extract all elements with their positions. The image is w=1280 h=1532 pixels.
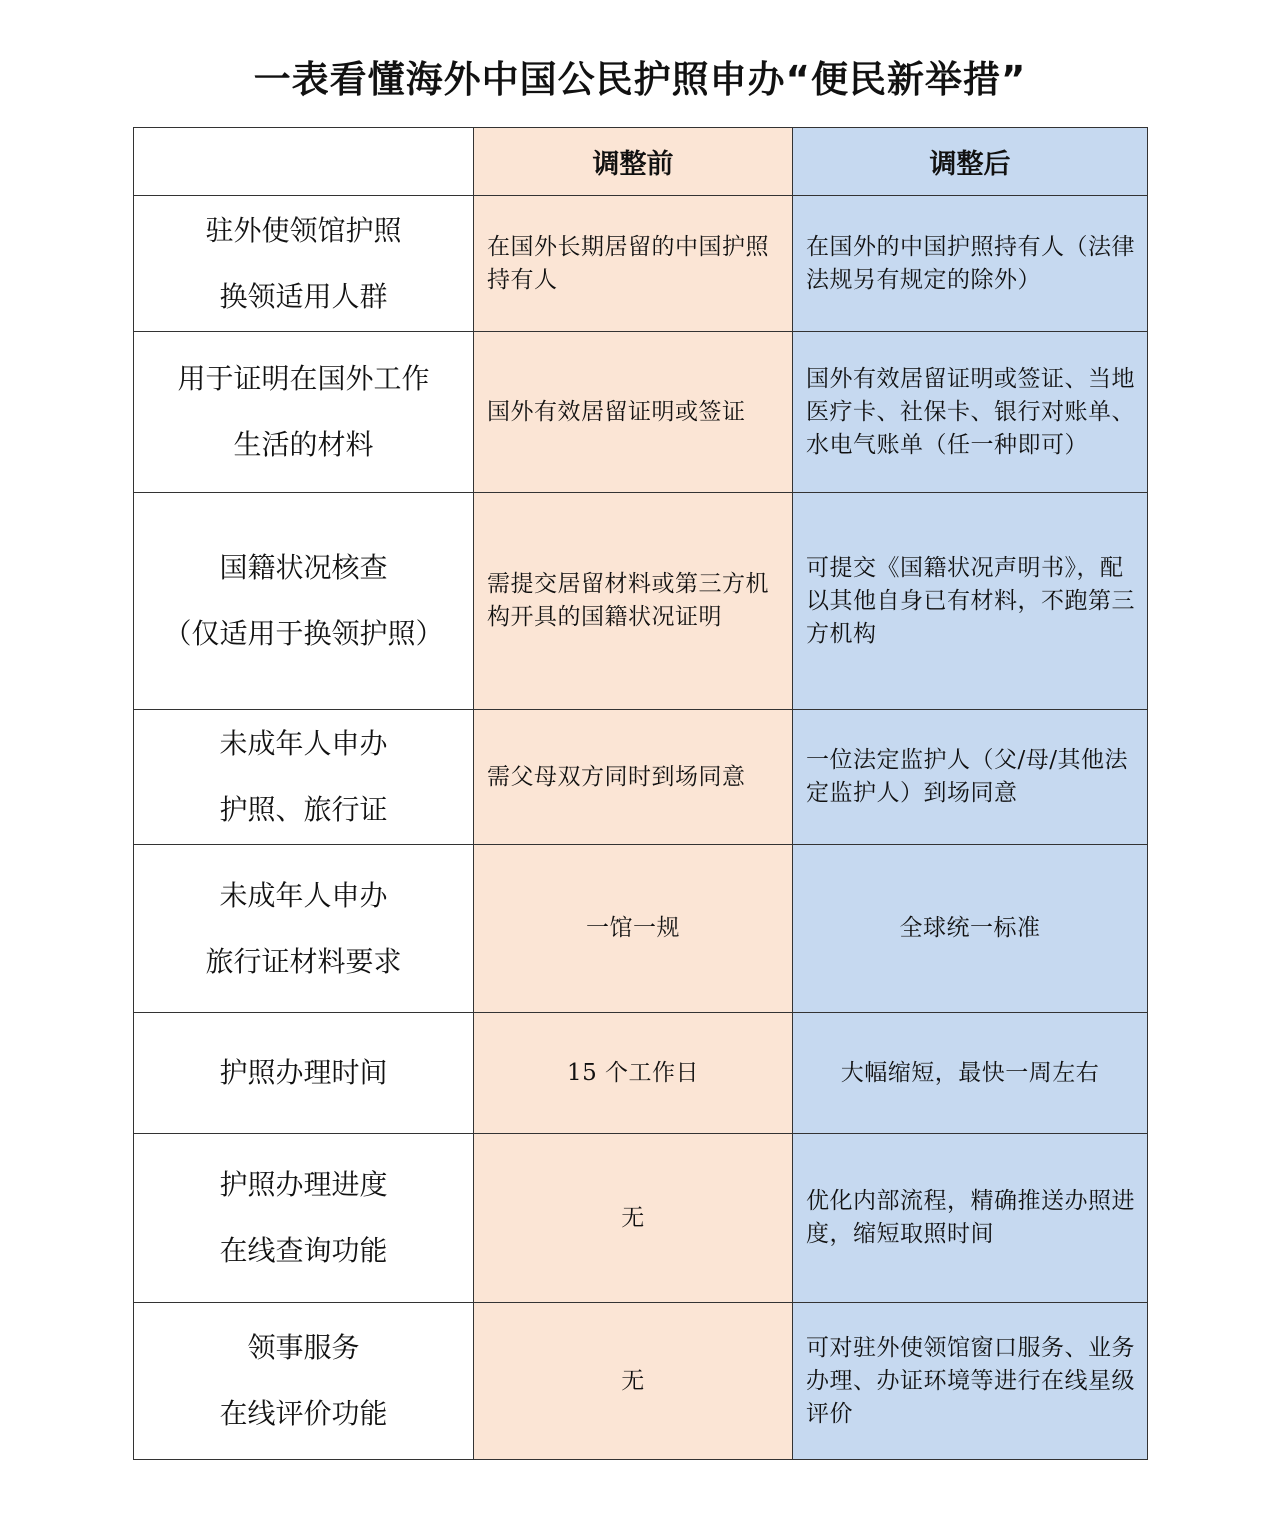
row-item-line: 用于证明在国外工作 xyxy=(177,362,430,395)
row-item-line: 生活的材料 xyxy=(233,428,374,461)
row-after-value: 优化内部流程，精确推送办照进度，缩短取照时间 xyxy=(793,1134,1148,1303)
row-after-value: 国外有效居留证明或签证、当地医疗卡、社保卡、银行对账单、水电气账单（任一种即可） xyxy=(793,332,1148,493)
row-item-line: 护照、旅行证 xyxy=(219,793,388,826)
row-item-line: 在线评价功能 xyxy=(219,1397,388,1430)
row-item-line: 未成年人申办 xyxy=(219,727,388,760)
row-before-value: 国外有效居留证明或签证 xyxy=(474,332,793,493)
row-item-line: 国籍状况核查 xyxy=(219,551,388,584)
row-item xyxy=(134,196,474,332)
row-item xyxy=(134,1134,474,1303)
row-item-line: 护照办理时间 xyxy=(219,1056,388,1089)
table-row xyxy=(134,1303,1148,1460)
row-after-value: 可提交《国籍状况声明书》，配以其他自身已有材料，不跑第三方机构 xyxy=(793,493,1148,710)
row-item xyxy=(134,1303,474,1460)
row-after-value: 大幅缩短，最快一周左右 xyxy=(793,1013,1148,1134)
row-item xyxy=(134,845,474,1013)
table-row xyxy=(134,332,1148,493)
comparison-table xyxy=(133,127,1148,1460)
header-before: 调整前 xyxy=(474,128,793,196)
row-item xyxy=(134,493,474,710)
row-after-value: 可对驻外使领馆窗口服务、业务办理、办证环境等进行在线星级评价 xyxy=(793,1303,1148,1460)
row-item xyxy=(134,1013,474,1134)
table-row xyxy=(134,493,1148,710)
table-row xyxy=(134,710,1148,845)
table-row xyxy=(134,1134,1148,1303)
row-after-value: 一位法定监护人（父/母/其他法定监护人）到场同意 xyxy=(793,710,1148,845)
row-after-value: 在国外的中国护照持有人（法律法规另有规定的除外） xyxy=(793,196,1148,332)
row-before-value: 需父母双方同时到场同意 xyxy=(474,710,793,845)
page-title: 一表看懂海外中国公民护照申办“便民新举措” xyxy=(253,58,1027,101)
table-row xyxy=(134,196,1148,332)
row-item xyxy=(134,332,474,493)
table-header-row xyxy=(134,128,1148,196)
table-row xyxy=(134,845,1148,1013)
header-item-cell xyxy=(134,128,474,196)
row-after-value: 全球统一标准 xyxy=(793,845,1148,1013)
row-item-line: 驻外使领馆护照 xyxy=(205,213,402,247)
row-item-line: 未成年人申办 xyxy=(219,878,388,912)
row-before-value: 15 个工作日 xyxy=(474,1013,793,1134)
row-before-value: 无 xyxy=(474,1134,793,1303)
row-before-value: 无 xyxy=(474,1303,793,1460)
row-item-line: （仅适用于换领护照） xyxy=(163,617,444,650)
header-after: 调整后 xyxy=(793,128,1148,196)
row-item-line: 旅行证材料要求 xyxy=(205,944,402,978)
row-item-line: 在线查询功能 xyxy=(219,1234,388,1267)
row-item xyxy=(134,710,474,845)
row-item-line: 换领适用人群 xyxy=(219,279,388,313)
row-item-line: 护照办理进度 xyxy=(219,1168,388,1201)
row-before-value: 需提交居留材料或第三方机构开具的国籍状况证明 xyxy=(474,493,793,710)
table-row xyxy=(134,1013,1148,1134)
row-before-value: 在国外长期居留的中国护照持有人 xyxy=(474,196,793,332)
row-before-value: 一馆一规 xyxy=(474,845,793,1013)
row-item-line: 领事服务 xyxy=(247,1331,360,1364)
